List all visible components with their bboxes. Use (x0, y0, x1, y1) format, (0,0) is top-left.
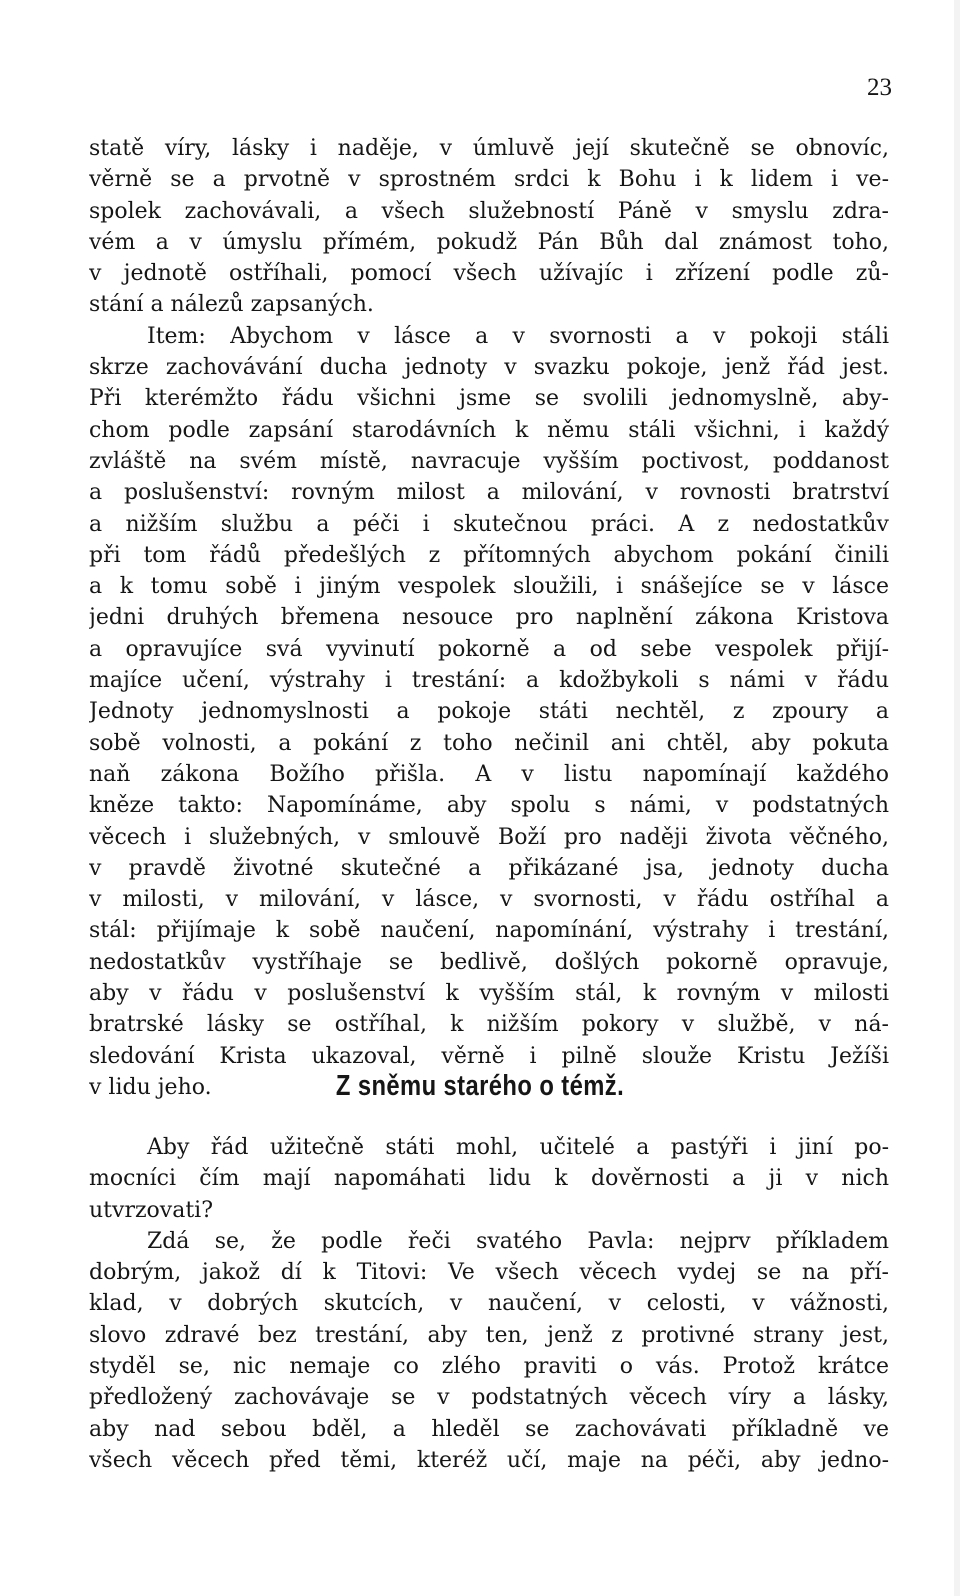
text-line: styděl se, nic nemaje co zlého praviti o vás. Protož krátce (89, 1354, 889, 1380)
text-line: majíce učení, výstrahy i trestání: a kdožbykoli s námi v řádu (89, 668, 889, 694)
page-edge (954, 0, 960, 1596)
text-line: při tom řádů předešlých z přítomných abychom pokání činili (89, 542, 889, 568)
text-line: věrně se a prvotně v sprostném srdci k Bohu i k lidem i ve- (89, 167, 889, 193)
text-line: jedni druhých břemena nesouce pro naplnění zákona Kristova (89, 605, 889, 631)
text-line: chom podle zapsání starodávních k němu stáli všichni, i každý (89, 417, 889, 443)
text-line: stál: přijímaje k sobě naučení, napomínání, výstrahy i trestání, (89, 918, 889, 944)
text-line: statě víry, lásky i naděje, v úmluvě její skutečně se obnovíc, (89, 136, 889, 161)
text-line: a nižším službu a péči i skutečnou práci. A z nedostatkův (89, 511, 889, 537)
section-2-text (89, 1132, 889, 1476)
section-heading: Z sněmu starého o témž. (335, 1070, 625, 1102)
page-number: 23 (867, 74, 892, 101)
text-line: aby nad sebou bděl, a hleděl se zachovávati příkladně ve (89, 1416, 889, 1442)
text-line: v lidu jeho. (89, 1074, 212, 1100)
text-line: nedostatkův vystříhaje se bedlivě, došlých pokorně opravuje, (89, 949, 889, 975)
text-line: Při kterémžto řádu všichni jsme se svolili jednomyslně, aby- (89, 386, 889, 412)
text-line: Jednoty jednomyslnosti a pokoje státi nechtěl, z zpoury a (89, 699, 889, 725)
text-line: a poslušenství: rovným milost a milování, v rovnosti bratrství (89, 480, 889, 506)
text-line: slovo zdravé bez trestání, aby ten, jenž z protivné strany jest, (89, 1322, 889, 1348)
text-line: mocníci čím mají napomáhati lidu k dověrnosti a ji v nich (89, 1166, 889, 1192)
text-line: stání a nálezů zapsaných. (89, 292, 374, 318)
text-line: sobě volnosti, a pokání z toho nečinil ani chtěl, aby pokuta (89, 730, 889, 756)
text-line: kněze takto: Napomínáme, aby spolu s námi, v podstatných (89, 793, 889, 819)
text-line: utvrzovati? (89, 1197, 214, 1223)
text-line: dobrým, jakož dí k Titovi: Ve všech věcech vydej se na pří- (89, 1260, 889, 1286)
text-line: v jednotě ostříhali, pomocí všech užívajíc i zřízení podle zů- (89, 261, 889, 287)
text-line: v milosti, v milování, v lásce, v svornosti, v řádu ostříhal a (89, 887, 889, 913)
text-line: zvláště na svém místě, navracuje vyšším poctivost, poddanost (89, 448, 889, 474)
text-line: naň zákona Božího přišla. A v listu napomínají každého (89, 761, 889, 787)
text-line: všech věcech před těmi, kteréž učí, maje na péči, aby jedno- (89, 1447, 889, 1473)
text-line: bratrské lásky se ostříhal, k nižším pokory v službě, v ná- (89, 1012, 889, 1038)
text-line: věcech i služebných, v smlouvě Boží pro naději života věčného, (89, 824, 889, 850)
text-line: a opravujíce svá vyvinutí pokorně a od sebe vespolek přijí- (89, 636, 889, 662)
text-line: spolek zachovávali, a všech služebností Páně v smyslu zdra- (89, 198, 889, 224)
text-line: klad, v dobrých skutcích, v naučení, v celosti, v vážnosti, (89, 1291, 889, 1317)
text-line: sledování Krista ukazoval, věrně i pilně slouže Kristu Ježíši (89, 1043, 889, 1069)
section-1-text (89, 133, 889, 1103)
text-line: Zdá se, že podle řeči svatého Pavla: nejprv příkladem (147, 1228, 889, 1254)
text-line: skrze zachovávání ducha jednoty v svazku pokoje, jenž řád jest. (89, 355, 889, 381)
text-line: vém a v úmyslu přímém, pokudž Pán Bůh dal známost toho, (89, 229, 889, 255)
text-line: aby v řádu v poslušenství k vyšším stál, k rovným v milosti (89, 981, 889, 1007)
text-line: předložený zachovávaje se v podstatných věcech víry a lásky, (89, 1385, 889, 1411)
text-line: a k tomu sobě i jiným vespolek sloužili, i snášejíce se v lásce (89, 574, 889, 600)
text-line: v pravdě životné skutečné a přikázané jsa, jednoty ducha (89, 855, 889, 881)
text-line: Item: Abychom v lásce a v svornosti a v pokoji stáli (147, 323, 889, 349)
text-line: Aby řád užitečně státi mohl, učitelé a pastýři i jiní po- (147, 1135, 889, 1160)
